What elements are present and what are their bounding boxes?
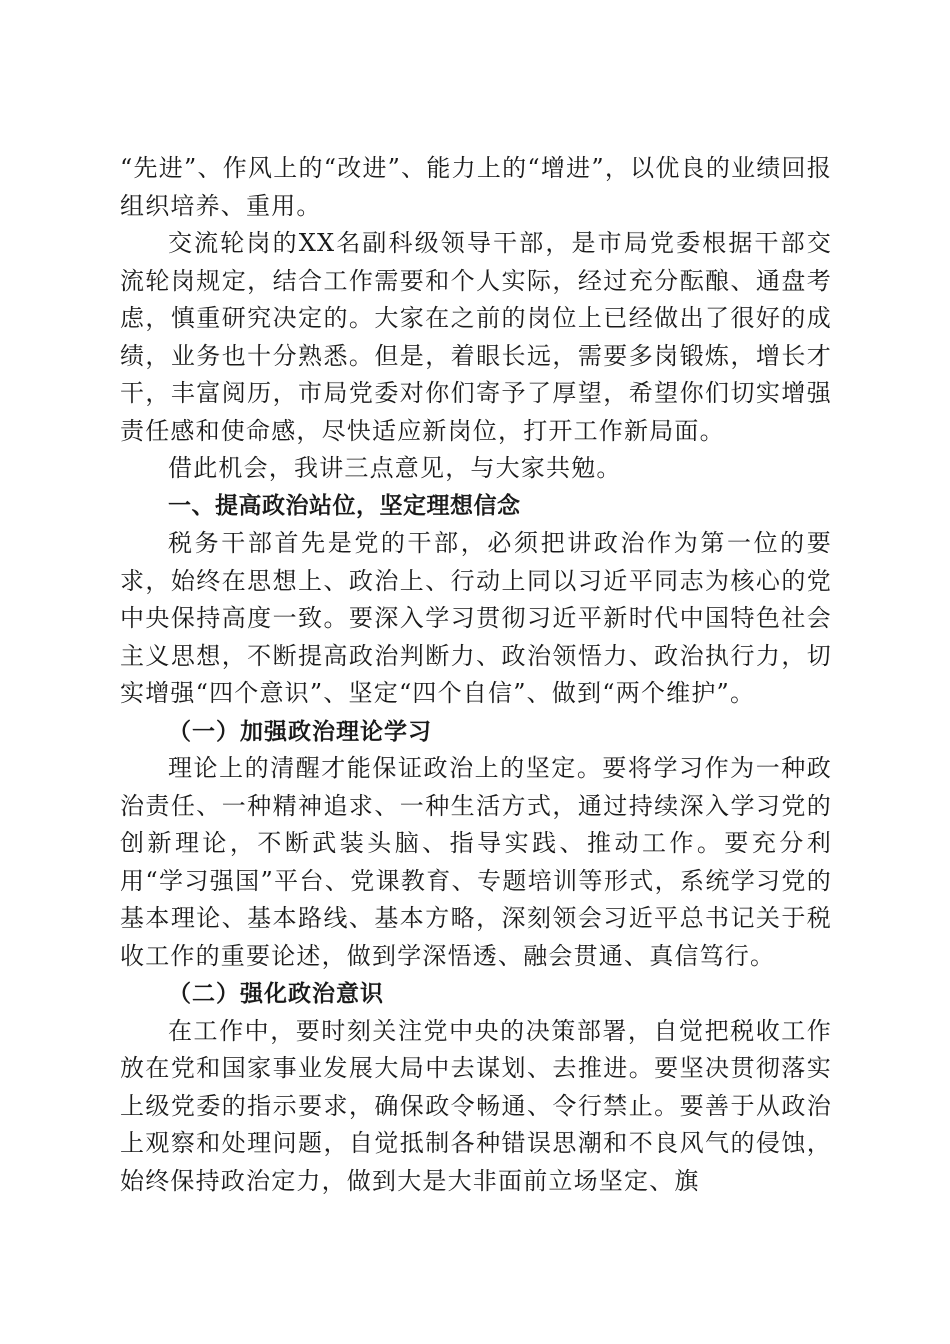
subsection-heading-1: （一）加强政治理论学习 [168, 717, 432, 745]
section-heading-1: 一、提高政治站位，坚定理想信念 [168, 492, 521, 519]
paragraph-rotation-intro: 交流轮岗的XX名副科级领导干部，是市局党委根据干部交流轮岗规定，结合工作需要和个人实际，经过充分酝酿、通盘考虑，慎重研究决定的。大家在之前的岗位上已经做出了很好的成绩，业务也十分熟悉。但是，着眼长远，需要多岗锻炼，增长才干，丰富阅历，市局党委对你们寄予了厚望，希望你们切实增强责任感和使命感，尽快适应新岗位，打开工作新局面。 [120, 229, 832, 445]
paragraph-political-awareness: 在工作中，要时刻关注党中央的决策部署，自觉把税收工作放在党和国家事业发展大局中去谋划、去推进。要坚决贯彻落实上级党委的指示要求，确保政令畅通、令行禁止。要善于从政治上观察和处理问题，自觉抵制各种错误思潮和不良风气的侵蚀，始终保持政治定力，做到大是大非面前立场坚定、旗 [120, 1016, 832, 1195]
subsection-heading-2: （二）强化政治意识 [168, 980, 384, 1007]
paragraph-political-stance: 税务干部首先是党的干部，必须把讲政治作为第一位的要求，始终在思想上、政治上、行动上同以习近平同志为核心的党中央保持高度一致。要深入学习贯彻习近平新时代中国特色社会主义思想，不断提高政治判断力、政治领悟力、政治执行力，切实增强“四个意识”、坚定“四个自信”、做到“两个维护”。 [120, 529, 832, 707]
paragraph-three-points: 借此机会，我讲三点意见，与大家共勉。 [168, 454, 622, 482]
document-page [120, 150, 832, 1200]
paragraph-continuation: “先进”、作风上的“改进”、能力上的“增进”，以优良的业绩回报组织培养、重用。 [120, 154, 832, 220]
paragraph-theory-study: 理论上的清醒才能保证政治上的坚定。要将学习作为一种政治责任、一种精神追求、一种生活方式，通过持续深入学习党的创新理论，不断武装头脑、指导实践、推动工作。要充分利用“学习强国”平台、党课教育、专题培训等形式，系统学习党的基本理论、基本路线、基本方略，深刻领会习近平总书记关于税收工作的重要论述，做到学深悟透、融会贯通、真信笃行。 [120, 754, 832, 970]
